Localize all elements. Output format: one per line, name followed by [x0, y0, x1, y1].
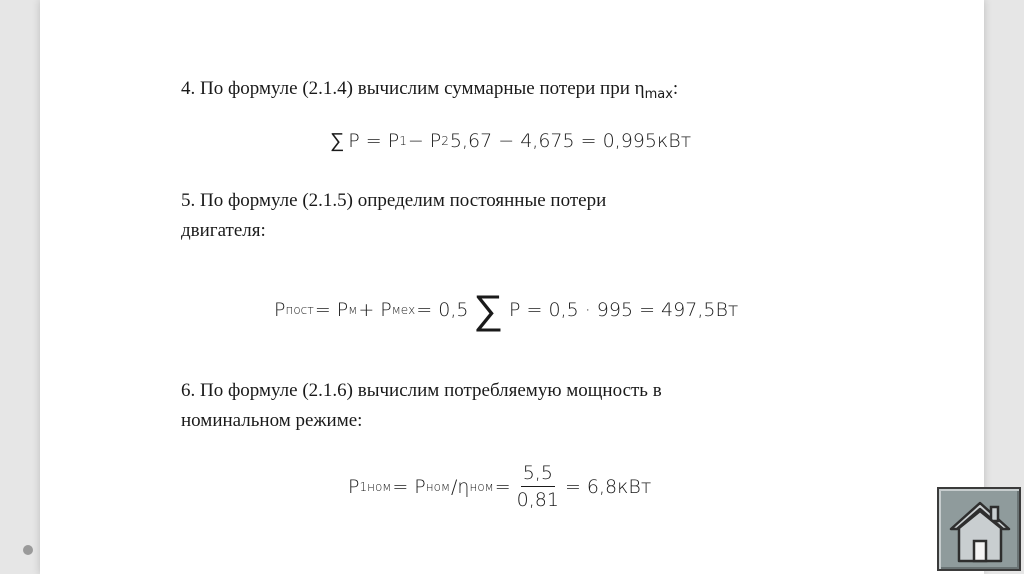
formula3-part: /η	[451, 475, 470, 498]
formula3-part: P	[348, 475, 360, 498]
formula-constant-losses	[274, 287, 739, 333]
formula3-part: =	[494, 475, 511, 498]
paragraph-6-line1: 6. По формуле (2.1.6) вычислим потребляемую мощность в	[181, 380, 662, 401]
formula2-part: = P	[314, 299, 349, 321]
fraction	[517, 462, 559, 511]
formula3-part: = P	[392, 475, 426, 498]
fraction-denominator: 0,81	[516, 489, 559, 511]
paragraph-6-line2: номинальном режиме:	[181, 410, 363, 431]
formula2-part: P	[274, 299, 286, 321]
bullet-dot[interactable]	[23, 545, 33, 555]
formula3-sub: ном	[469, 479, 494, 494]
paragraph-5-line1: 5. По формуле (2.1.5) определим постоянные потери	[181, 190, 607, 211]
formula1-result: 5,67 − 4,675 = 0,995кВт	[449, 129, 692, 152]
formula2-sub: пост	[285, 303, 314, 317]
formula1-sub1: 1	[399, 133, 407, 148]
formula3-sub: 1ном	[359, 479, 392, 494]
formula2-result: P = 0,5 · 995 = 497,5Вт	[509, 299, 739, 321]
paragraph-4-text: 4. По формуле (2.1.4) вычислим суммарные потери при η	[181, 78, 645, 99]
formula3-result: = 6,8кВт	[564, 475, 652, 498]
fraction-numerator: 5,5	[521, 462, 555, 487]
formula1-sub2: 2	[441, 133, 449, 148]
formula1-part: − P	[407, 129, 442, 152]
formula-total-losses	[330, 128, 691, 153]
formula2-part: = 0,5	[416, 299, 469, 321]
paragraph-5-line2: двигателя:	[181, 220, 266, 241]
formula2-part: + P	[358, 299, 392, 321]
formula3-sub: ном	[425, 479, 451, 494]
paragraph-4-colon: :	[672, 78, 679, 99]
formula1-part: P = P	[348, 129, 400, 152]
sum-symbol: ∑	[330, 128, 345, 152]
eta-subscript: max	[644, 87, 673, 102]
formula2-sub: м	[348, 303, 358, 317]
home-icon	[945, 495, 1015, 565]
paragraph-4	[181, 74, 678, 110]
formula2-sub: мех	[391, 303, 416, 317]
sum-symbol-large: ∑	[473, 287, 504, 333]
formula-consumed-power	[348, 462, 651, 511]
home-button[interactable]	[937, 487, 1021, 571]
